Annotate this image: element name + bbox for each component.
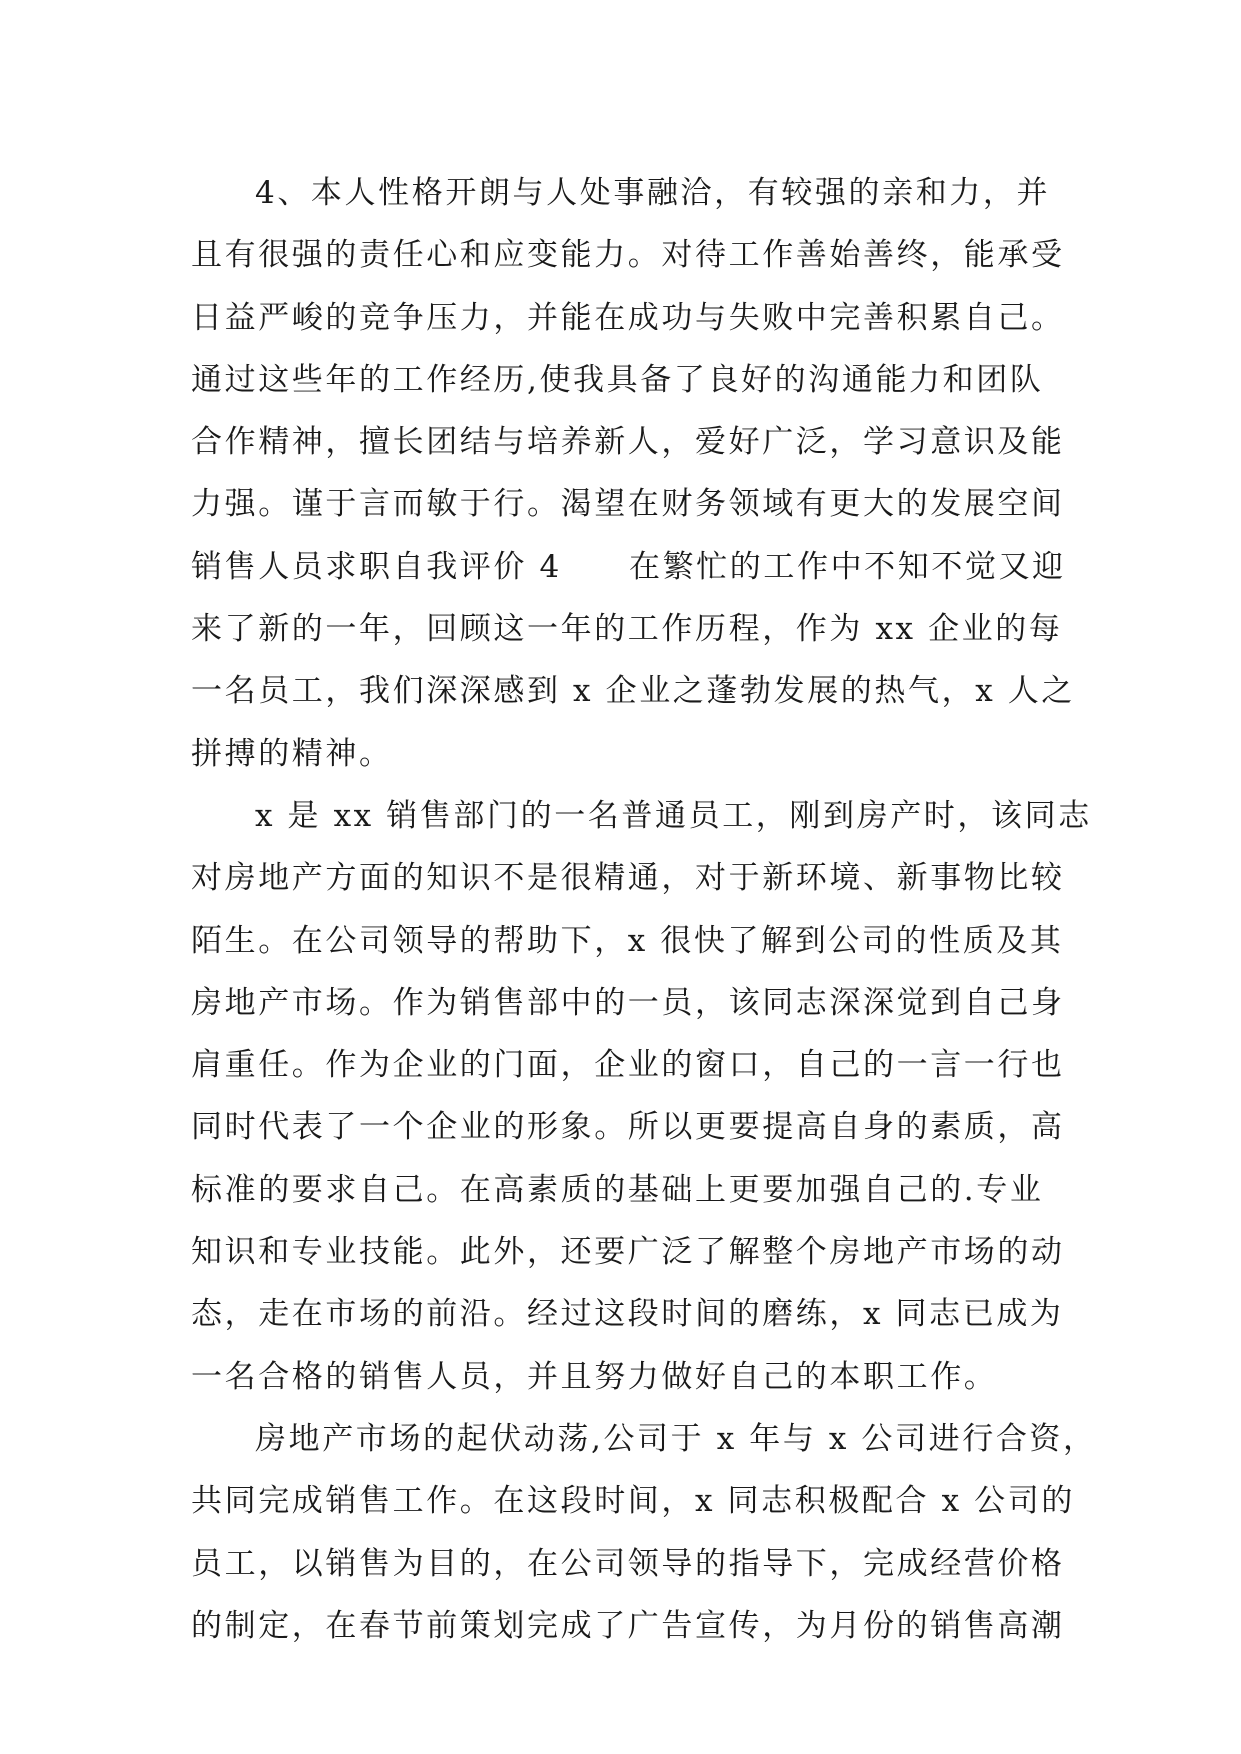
- text-line: 同时代表了一个企业的形象。所以更要提高自身的素质，高: [191, 1109, 1065, 1146]
- text-line: 对房地产方面的知识不是很精通，对于新环境、新事物比较: [191, 860, 1065, 897]
- text-line: 肩重任。作为企业的门面，企业的窗口，自己的一言一行也: [191, 1047, 1065, 1084]
- text-line: 员工，以销售为目的，在公司领导的指导下，完成经营价格: [191, 1545, 1065, 1582]
- document-body: [191, 162, 1097, 1657]
- text-line: 标准的要求自己。在高素质的基础上更要加强自己的.专业: [191, 1171, 1044, 1208]
- text-line: 力强。谨于言而敏于行。渴望在财务领域有更大的发展空间: [191, 486, 1065, 523]
- text-line: 态，走在市场的前沿。经过这段时间的磨练，x 同志已成为: [191, 1296, 1064, 1333]
- text-line: 共同完成销售工作。在这段时间，x 同志积极配合 x 公司的: [191, 1483, 1075, 1520]
- text-line: 合作精神，擅长团结与培养新人，爱好广泛，学习意识及能: [191, 424, 1065, 461]
- text-line: 销售人员求职自我评价 4 在繁忙的工作中不知不觉又迎: [191, 548, 1066, 585]
- text-line: 来了新的一年，回顾这一年的工作历程，作为 xx 企业的每: [191, 611, 1063, 648]
- text-line: 知识和专业技能。此外，还要广泛了解整个房地产市场的动: [191, 1234, 1065, 1271]
- text-line: 房地产市场的起伏动荡,公司于 x 年与 x 公司进行合资，: [255, 1420, 1097, 1457]
- text-line: 陌生。在公司领导的帮助下，x 很快了解到公司的性质及其: [191, 922, 1064, 959]
- text-line: 4、本人性格开朗与人处事融洽，有较强的亲和力，并: [255, 175, 1051, 211]
- text-line: 拼搏的精神。: [191, 735, 393, 772]
- text-line: 房地产市场。作为销售部中的一员，该同志深深觉到自己身: [191, 984, 1065, 1021]
- text-line: 日益严峻的竞争压力，并能在成功与失败中完善积累自己。: [191, 299, 1065, 336]
- text-line: 通过这些年的工作经历,使我具备了良好的沟通能力和团队: [191, 361, 1044, 398]
- text-line: 的制定，在春节前策划完成了广告宣传，为月份的销售高潮: [191, 1607, 1065, 1644]
- text-line: 一名员工，我们深深感到 x 企业之蓬勃发展的热气，x 人之: [191, 673, 1075, 710]
- text-line: 一名合格的销售人员，并且努力做好自己的本职工作。: [191, 1358, 998, 1395]
- text-line: x 是 xx 销售部门的一名普通员工，刚到房产时，该同志: [255, 797, 1092, 834]
- text-line: 且有很强的责任心和应变能力。对待工作善始善终，能承受: [191, 237, 1065, 274]
